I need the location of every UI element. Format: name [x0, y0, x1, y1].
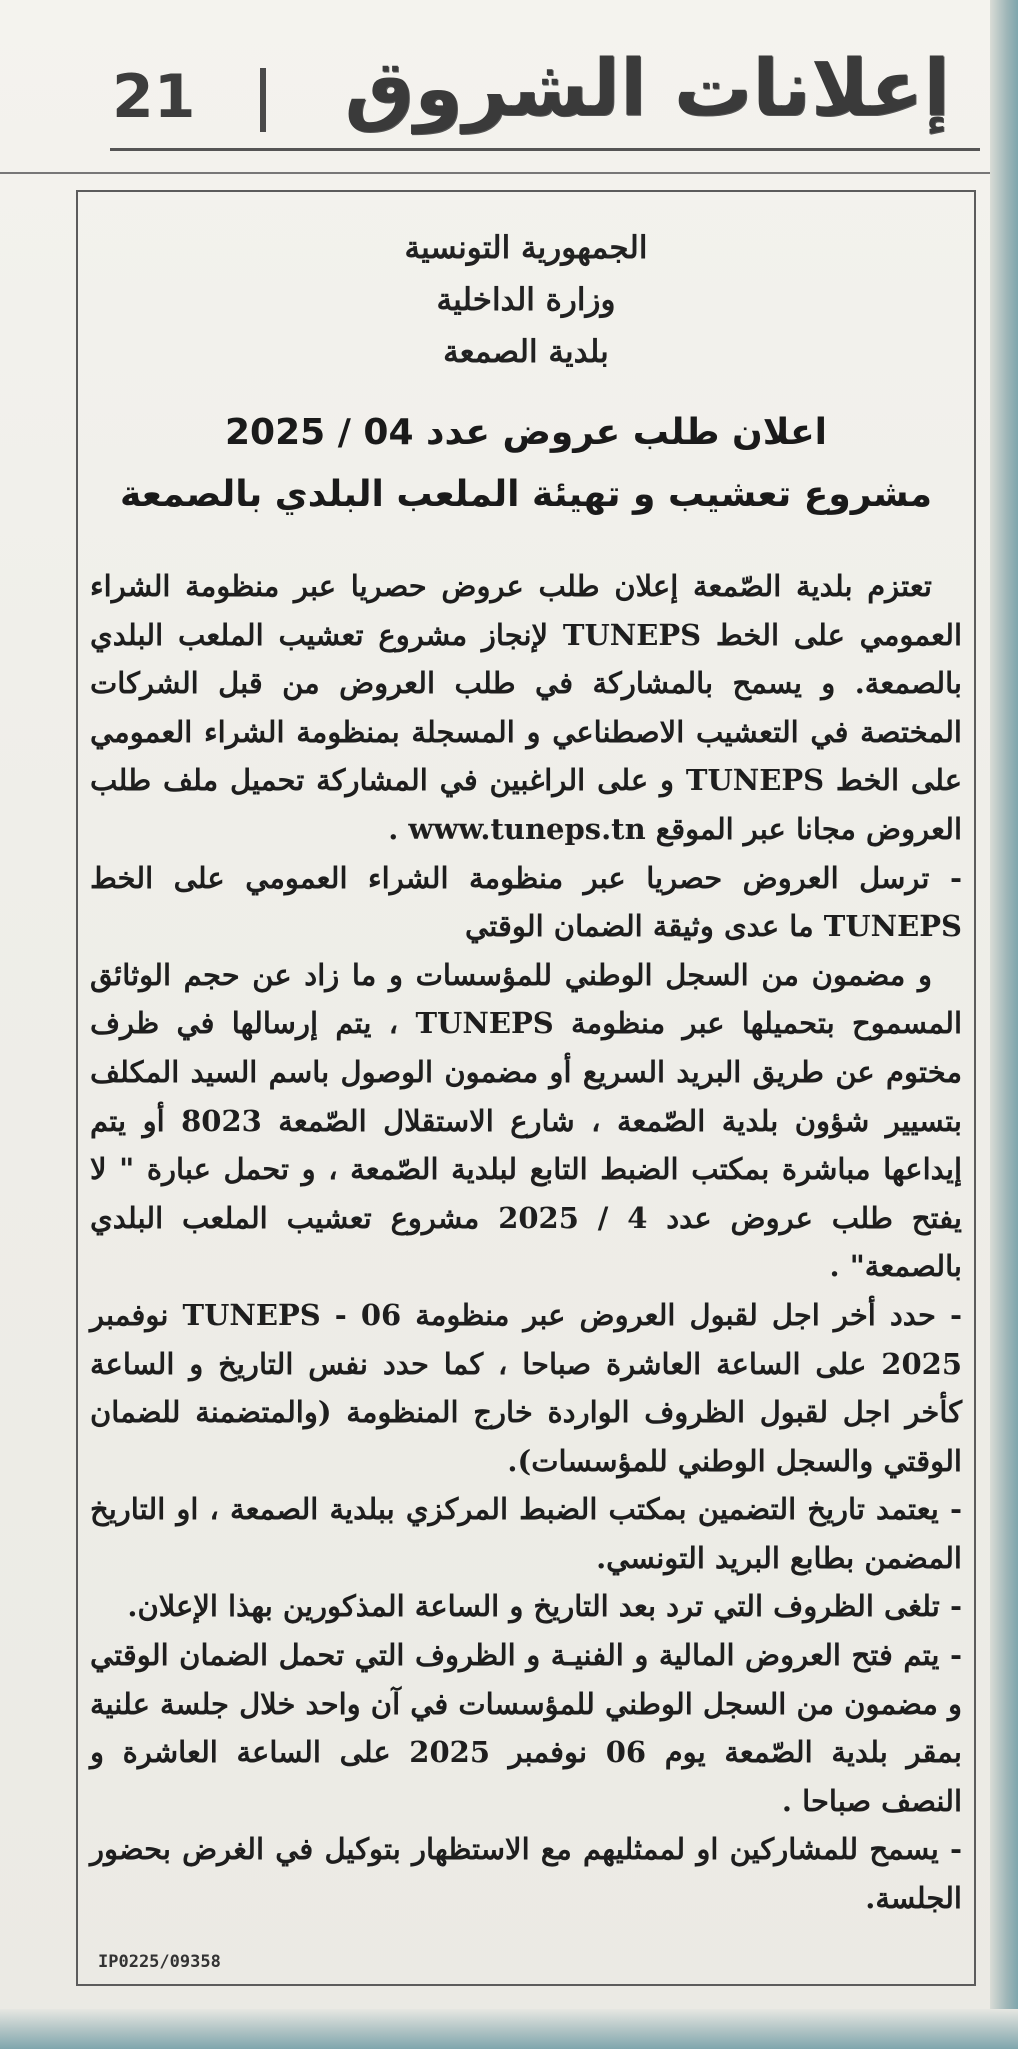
paragraph-date-stamp: - يعتمد تاريخ التضمين بمكتب الضبط المركزي ببلدية الصمعة ، او التاريخ المضمن بطابع البريد التونسي.	[90, 1492, 962, 1575]
paragraph-opening-session: - يتم فتح العروض المالية و الفنيـة و الظروف التي تحمل الضمان الوقتي و مضمون من السجل الوطني للمؤسسات في آن واحد خلال جلسة علنية بمقر بلدية الصّمعة يوم 06 نوفمبر 2025 على الساعة العاشرة و النصف صباحا .	[89, 1638, 962, 1818]
municipality-line: بلدية الصمعة	[443, 334, 609, 370]
masthead-rule	[110, 148, 980, 151]
paragraph-late-offers: - تلغى الظروف التي ترد بعد التاريخ و الساعة المذكورين بهذا الإعلان.	[127, 1589, 962, 1624]
tender-notice	[76, 190, 976, 1986]
reference-code: IP0225/09358	[98, 1952, 221, 1972]
paragraph-submission: - ترسل العروض حصريا عبر منظومة الشراء العمومي على الخط TUNEPS ما عدى وثيقة الضمان الوقتي	[90, 860, 962, 944]
paragraph-deadline: - حدد أخر اجل لقبول العروض عبر منظومة TUNEPS - 06 نوفمبر 2025 على الساعة العاشرة صباحا ، كما حدد نفس التاريخ و الساعة كأخر اجل لقبول الظروف الواردة خارج المنظومة (والمتضمنة للضمان الوقتي والسجل الوطني للمؤسسات).	[90, 1297, 963, 1478]
section-title: إعلانات الشروق	[344, 44, 950, 134]
page-rule	[0, 172, 990, 174]
notice-title-line-2: مشروع تعشيب و تهيئة الملعب البلدي بالصمعة	[119, 474, 933, 515]
notice-body	[90, 562, 962, 1923]
notice-title-line-1: اعلان طلب عروض عدد 04 / 2025	[224, 412, 828, 453]
issuer-header	[78, 222, 974, 378]
paragraph-physical-documents: و مضمون من السجل الوطني للمؤسسات و ما زاد عن حجم الوثائق المسموح بتحميلها عبر منظومة TUNEPS ، يتم إرسالها في ظرف مختوم عن طريق البريد السريع أو مضمون الوصول باسم السيد المكلف بتسيير شؤون بلدية الصّمعة ، شارع الاستقلال الصّمعة 8023 أو يتم إيداعها مباشرة بمكتب الضبط التابع لبلدية الصّمعة ، و تحمل عبارة " لا يفتح طلب عروض عدد 4 / 2025 مشروع تعشيب الملعب البلدي بالصمعة" .	[90, 957, 962, 1284]
ministry-line: وزارة الداخلية	[436, 282, 616, 318]
paragraph-attendance: - يسمح للمشاركين او لممثليهم مع الاستظهار بتوكيل في الغرض بحضور الجلسة.	[90, 1832, 962, 1916]
country-line: الجمهورية التونسية	[404, 230, 648, 266]
masthead	[100, 40, 960, 150]
paragraph-intro: تعتزم بلدية الصّمعة إعلان طلب عروض حصريا عبر منظومة الشراء العمومي على الخط TUNEPS لإنجاز مشروع تعشيب الملعب البلدي بالصمعة. و يسمح بالمشاركة في طلب العروض من قبل الشركات المختصة في التعشيب الاصطناعي و المسجلة بمنظومة الشراء العمومي على الخط TUNEPS و على الراغبين في المشاركة تحميل ملف طلب العروض مجانا عبر الموقع www.tuneps.tn .	[90, 569, 962, 846]
page-number: 21	[112, 62, 196, 132]
masthead-divider	[260, 68, 266, 132]
page-edge-right	[990, 0, 1018, 2049]
page-edge-bottom	[0, 2009, 1018, 2049]
notice-title	[78, 402, 974, 526]
